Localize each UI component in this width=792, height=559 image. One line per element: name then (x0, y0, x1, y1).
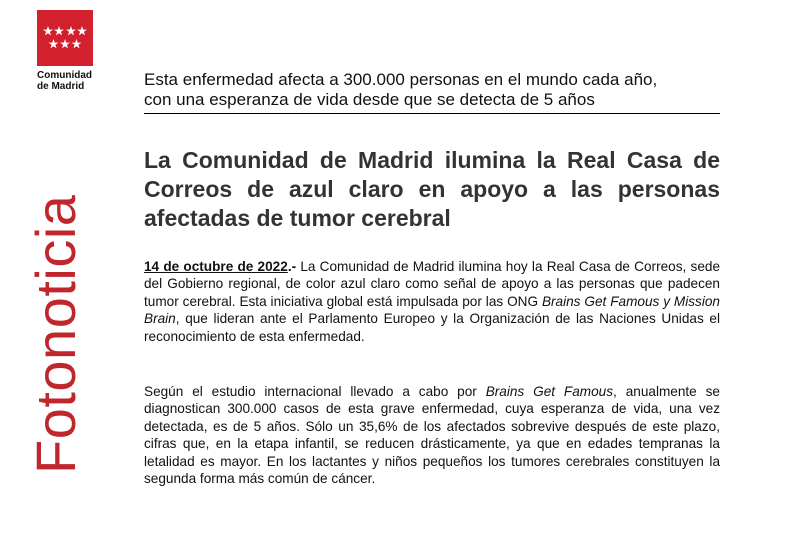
subheadline-line-1: Esta enfermedad afecta a 300.000 personas en el mundo cada año, (144, 70, 658, 89)
comunidad-madrid-logo (37, 10, 93, 66)
subheadline-line-2: con una esperanza de vida desde que se detecta de 5 años (144, 90, 595, 109)
paragraph-2-text-b: , anualmente se diagnostican 300.000 casos de esta grave enfermedad, cuya esperanza de vida, una vez detectada, es de 5 años. Sólo un 35,6% de los afectados sobrevive después de este plazo, cifras que, en la etapa infantil, se reducen drásticamente, ya que en edades tempranas la letalidad es mayor. En los lactantes y niños pequeños los tumores cerebrales constituyen la segunda forma más común de cáncer. (144, 384, 720, 487)
logo-wordmark (37, 70, 117, 92)
paragraph-2-text-a: Según el estudio internacional llevado a cabo por (144, 384, 486, 399)
press-date: 14 de octubre de 2022 (144, 259, 288, 274)
subheadline (144, 70, 720, 114)
paragraph-2-ngo-name: Brains Get Famous (485, 384, 614, 399)
body-paragraph-2 (144, 383, 720, 487)
section-title-vertical: Fotonoticia (24, 194, 87, 474)
date-separator: .- (287, 259, 297, 274)
logo-line-2: de Madrid (37, 81, 85, 92)
seven-stars-flag-icon (37, 10, 93, 66)
logo-line-1: Comunidad (37, 70, 92, 81)
paragraph-1-ngo-names: Brains Get Famous y Mission Brain (144, 293, 720, 327)
paragraph-1-text-b: , que lideran ante el Parlamento Europeo y la Organización de las Naciones Unidas el reconocimiento de esta enfermedad. (144, 311, 720, 344)
paragraph-1-text-a: La Comunidad de Madrid ilumina hoy la Real Casa de Correos, sede del Gobierno regional, de color azul claro como señal de apoyo a las personas que padecen tumor cerebral. Esta iniciativa global está impulsada por las ONG (144, 259, 720, 309)
body-paragraph-1 (144, 258, 720, 345)
headline: La Comunidad de Madrid ilumina la Real Casa de Correos de azul claro en apoyo a las personas afectadas de tumor cerebral (144, 147, 720, 231)
